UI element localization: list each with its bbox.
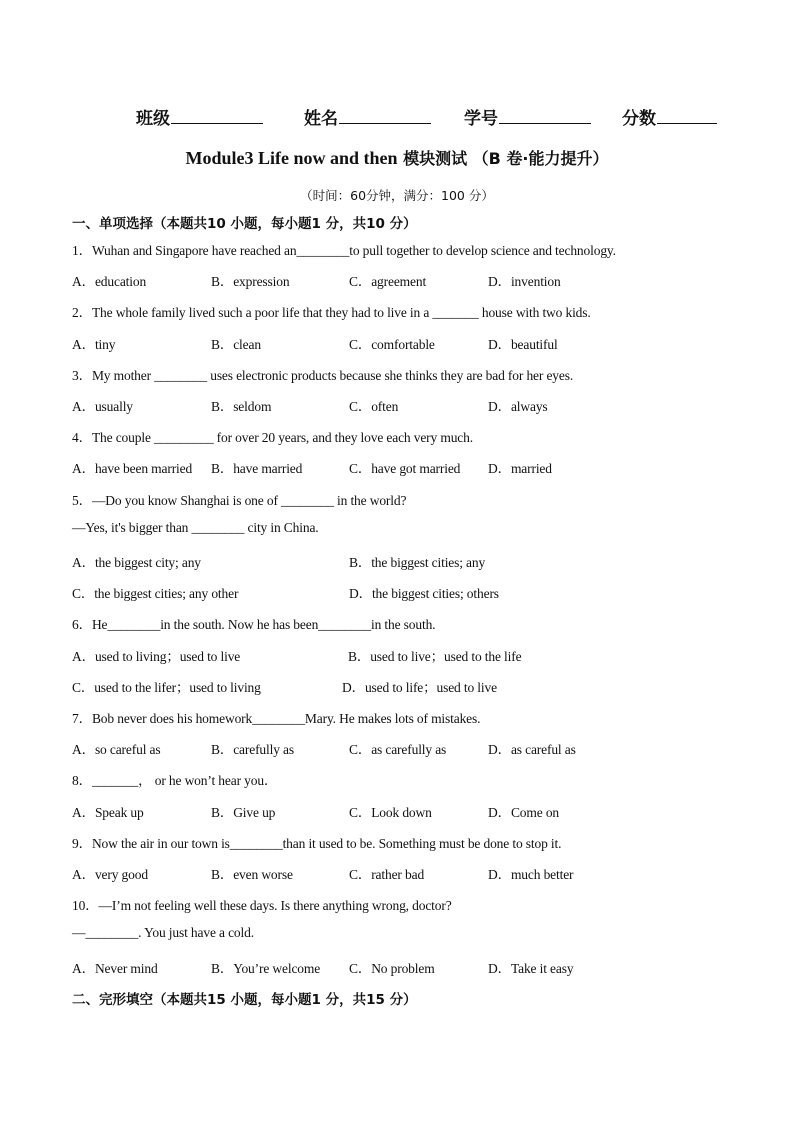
question-10-stem-reply: —________. You just have a cold. — [72, 925, 254, 940]
question-9-option-c[interactable]: C．rather bad — [349, 867, 425, 882]
score-field — [622, 104, 717, 130]
question-7-option-b[interactable]: B．carefully as — [211, 742, 294, 757]
question-5-stem-reply: —Yes, it's bigger than ________ city in China. — [72, 520, 319, 535]
question-5-option-d[interactable]: D．the biggest cities; others — [349, 586, 499, 601]
question-1-option-b[interactable]: B．expression — [211, 274, 290, 289]
exam-subtitle: （时间：60分钟，满分：100 分） — [300, 188, 494, 203]
class-field — [136, 104, 263, 130]
question-7-option-a[interactable]: A．so careful as — [72, 742, 161, 757]
question-3-option-d[interactable]: D．always — [488, 399, 548, 414]
section-heading-2: 二、完形填空（本题共15 小题，每小题1 分，共15 分） — [72, 992, 417, 1008]
question-3-option-a[interactable]: A．usually — [72, 399, 133, 414]
question-8-option-c[interactable]: C．Look down — [349, 805, 432, 820]
question-1-stem: 1．Wuhan and Singapore have reached an________to pull together to develop science and technology. — [72, 243, 616, 258]
question-4-stem: 4．The couple _________ for over 20 years, and they love each very much. — [72, 430, 473, 445]
question-7-stem: 7．Bob never does his homework________Mary. He makes lots of mistakes. — [72, 711, 481, 726]
student-number-field — [464, 104, 591, 130]
question-7-option-d[interactable]: D．as careful as — [488, 742, 576, 757]
student-number-blank[interactable] — [499, 105, 591, 124]
question-1-option-d[interactable]: D．invention — [488, 274, 561, 289]
question-5-stem: 5．—Do you know Shanghai is one of ________ in the world? — [72, 493, 407, 508]
question-2-option-b[interactable]: B．clean — [211, 337, 261, 352]
name-label: 姓名 — [304, 109, 338, 129]
question-8-option-d[interactable]: D．Come on — [488, 805, 560, 820]
student-number-label: 学号 — [464, 109, 498, 129]
question-6-option-b[interactable]: B．used to live；used to the life — [348, 649, 522, 664]
question-6-stem: 6．He________in the south. Now he has been________in the south. — [72, 617, 436, 632]
score-blank[interactable] — [657, 105, 717, 124]
question-4-option-a[interactable]: A．have been married — [72, 461, 193, 476]
question-8-option-b[interactable]: B．Give up — [211, 805, 276, 820]
question-5-option-c[interactable]: C．the biggest cities; any other — [72, 586, 239, 601]
question-9-option-b[interactable]: B．even worse — [211, 867, 293, 882]
question-9-option-a[interactable]: A．very good — [72, 867, 148, 882]
question-3-option-b[interactable]: B．seldom — [211, 399, 272, 414]
title-module: Module3 Life now and then — [185, 148, 398, 168]
question-2-option-a[interactable]: A．tiny — [72, 337, 116, 352]
question-10-stem: 10．—I’m not feeling well these days. Is there anything wrong, doctor? — [72, 898, 452, 913]
question-8-stem: 8．_______， or he won’t hear you． — [72, 773, 278, 788]
question-9-stem: 9．Now the air in our town is________than it used to be. Something must be done to stop it. — [72, 836, 562, 851]
question-3-stem: 3．My mother ________ uses electronic products because she thinks they are bad for her eyes. — [72, 368, 574, 383]
question-10-option-a[interactable]: A．Never mind — [72, 961, 158, 976]
student-info-line — [136, 104, 736, 130]
question-6-option-a[interactable]: A．used to living；used to live — [72, 649, 241, 664]
question-4-option-d[interactable]: D．married — [488, 461, 552, 476]
question-7-option-c[interactable]: C．as carefully as — [349, 742, 447, 757]
question-5-option-a[interactable]: A．the biggest city; any — [72, 555, 201, 570]
name-field — [304, 104, 431, 130]
question-10-option-b[interactable]: B．You’re welcome — [211, 961, 321, 976]
title-cn: 模块测试 （B 卷·能力提升） — [397, 149, 609, 168]
question-10-option-d[interactable]: D．Take it easy — [488, 961, 574, 976]
question-3-option-c[interactable]: C．often — [349, 399, 399, 414]
question-1-option-a[interactable]: A．education — [72, 274, 147, 289]
question-6-option-c[interactable]: C．used to the lifer；used to living — [72, 680, 261, 695]
question-2-option-c[interactable]: C．comfortable — [349, 337, 435, 352]
question-9-option-d[interactable]: D．much better — [488, 867, 574, 882]
question-1-option-c[interactable]: C．agreement — [349, 274, 427, 289]
class-label: 班级 — [136, 109, 170, 129]
question-2-stem: 2．The whole family lived such a poor life that they had to live in a _______ house with two kids. — [72, 305, 591, 320]
question-4-option-c[interactable]: C．have got married — [349, 461, 461, 476]
class-blank[interactable] — [171, 105, 263, 124]
score-label: 分数 — [622, 109, 656, 129]
question-6-option-d[interactable]: D．used to life；used to live — [342, 680, 497, 695]
question-8-option-a[interactable]: A．Speak up — [72, 805, 144, 820]
question-2-option-d[interactable]: D．beautiful — [488, 337, 558, 352]
question-5-option-b[interactable]: B．the biggest cities; any — [349, 555, 486, 570]
exam-title — [0, 146, 794, 169]
question-10-option-c[interactable]: C．No problem — [349, 961, 435, 976]
section-heading-1: 一、单项选择（本题共10 小题，每小题1 分，共10 分） — [72, 216, 417, 232]
name-blank[interactable] — [339, 105, 431, 124]
question-4-option-b[interactable]: B．have married — [211, 461, 303, 476]
